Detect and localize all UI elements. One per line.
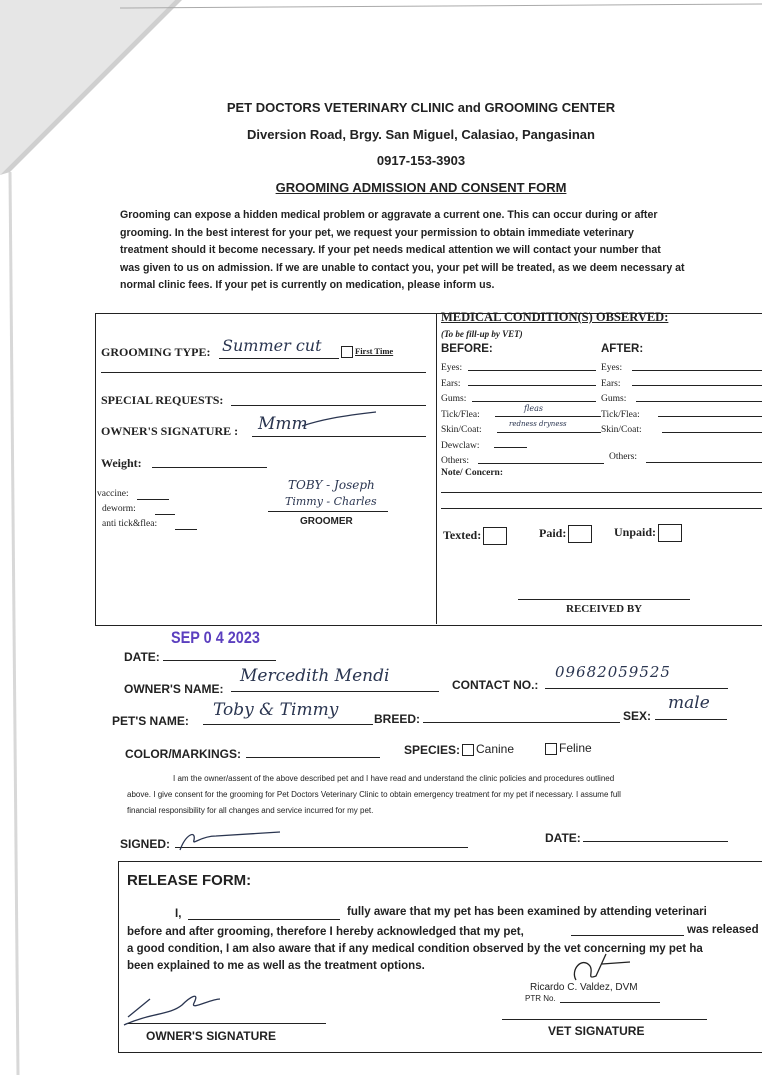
vet-name: Ricardo C. Valdez, DVM [530, 982, 638, 993]
owner-signature-line [252, 436, 426, 437]
first-time-box[interactable] [341, 346, 353, 358]
before-dewclaw-line [494, 447, 527, 448]
before-gums-line [472, 401, 596, 402]
consent-date-line [583, 841, 728, 842]
before-label: BEFORE: [441, 343, 493, 355]
after-rows [601, 361, 642, 439]
intro-line: Grooming can expose a hidden medical problem or aggravate a current one. This can occur during or after [120, 209, 658, 221]
feline-label: Feline [559, 741, 592, 755]
medical-title: MEDICAL CONDITION(S) OBSERVED: [441, 310, 669, 324]
after-row-gums: Gums: [601, 394, 627, 404]
owner-name-value[interactable]: Mercedith Mendi [240, 666, 390, 686]
after-row-ears: Ears: [601, 378, 621, 389]
release-line4: been explained to me as well as the treatment options. [127, 960, 425, 972]
release-name-line [188, 919, 340, 920]
special-requests-line [231, 405, 426, 406]
note-line-1 [441, 492, 762, 493]
intro-line: grooming. In the best interest for your pet, we request your permission to obtain immediate veterinary [120, 226, 634, 239]
deworm-label: deworm: [102, 504, 136, 514]
unpaid-checkbox[interactable] [658, 524, 682, 542]
after-others-line [646, 462, 762, 463]
before-row-eyes: Eyes: [441, 363, 463, 373]
groomer-name-1: TOBY - Joseph [288, 478, 375, 492]
owner-signature-label: OWNER'S SIGNATURE : [101, 424, 239, 438]
texted-label: Texted: [443, 527, 482, 542]
breed-label: BREED: [374, 712, 421, 726]
signed-label: SIGNED: [120, 837, 171, 851]
after-skin-line [662, 432, 762, 433]
grooming-type-line [219, 358, 339, 359]
release-line1-a: I, [175, 908, 182, 920]
owner-name-line [231, 691, 439, 692]
grooming-type-line2 [101, 372, 426, 373]
sex-line [655, 719, 727, 720]
medical-subtitle: (To be fill-up by VET) [441, 329, 523, 339]
pet-name-value[interactable]: Toby & Timmy [213, 700, 339, 720]
vaccine-line [137, 499, 169, 500]
after-row-tick: Tick/Flea: [601, 409, 640, 420]
intro-line: treatment should it become necessary. If your pet needs medical attention we will contact your number that [120, 244, 661, 256]
groomer-label: GROOMER [300, 516, 353, 527]
after-gums-line [636, 401, 762, 402]
grooming-type-label: GROOMING TYPE: [101, 345, 211, 359]
ptr-line [560, 1002, 660, 1003]
consent-line: above. I give consent for the grooming for Pet Doctors Veterinary Clinic to obtain emergency treatment for my pet if necessary. I assume full [127, 790, 621, 799]
species-feline-option[interactable] [545, 741, 592, 755]
special-requests-label: SPECIAL REQUESTS: [101, 393, 224, 407]
sex-label: SEX: [623, 709, 652, 723]
contact-label: CONTACT NO.: [452, 678, 539, 692]
after-ears-line [632, 385, 762, 386]
date-line [163, 660, 276, 661]
owner-release-label: OWNER'S SIGNATURE [146, 1029, 276, 1043]
clinic-phone: 0917-153-3903 [376, 153, 466, 168]
release-pet-line [571, 935, 684, 936]
color-label: COLOR/MARKINGS: [125, 747, 241, 761]
vaccine-label: vaccine: [97, 489, 129, 499]
anti-tick-label: anti tick&flea: [102, 519, 158, 529]
grooming-type-value[interactable]: Summer cut [222, 336, 322, 355]
before-row-others: Others: [441, 456, 469, 466]
before-row-ears: Ears: [441, 378, 461, 389]
after-row-others: Others: [609, 452, 637, 462]
before-row-tick: Tick/Flea: [441, 409, 480, 420]
vet-signature-line [502, 1019, 707, 1020]
before-rows [441, 361, 482, 470]
form-title: GROOMING ADMISSION AND CONSENT FORM [275, 180, 567, 195]
unpaid-label: Unpaid: [614, 524, 657, 539]
before-others-line [478, 463, 604, 464]
before-eyes-line [468, 370, 596, 371]
signed-signature [176, 826, 286, 854]
before-row-gums: Gums: [441, 394, 467, 404]
received-by-label: RECEIVED BY [566, 603, 643, 615]
weight-line [152, 467, 267, 468]
release-line2-a: before and after grooming, therefore I hereby acknowledged that my pet, [127, 926, 524, 938]
panel-divider [436, 313, 437, 624]
release-line3: a good condition, I am also aware that if any medical condition observed by the vet concerning my pet ha [127, 943, 703, 955]
color-line [246, 757, 380, 758]
texted-checkbox[interactable] [483, 527, 507, 545]
breed-line [423, 722, 620, 723]
pet-name-line [203, 724, 373, 725]
feline-checkbox[interactable] [545, 743, 557, 755]
species-label: SPECIES: [404, 743, 461, 757]
note-line-2 [441, 508, 762, 509]
canine-checkbox[interactable] [462, 744, 474, 756]
consent-text [127, 771, 747, 819]
weight-label: Weight: [101, 456, 142, 470]
owner-name-label: OWNER'S NAME: [124, 682, 224, 696]
vet-signature-mark [566, 950, 636, 986]
intro-line: normal clinic fees. If your pet is currently on medication, please inform us. [120, 279, 495, 291]
before-row-dewclaw: Dewclaw: [441, 440, 480, 451]
species-canine-option[interactable] [462, 742, 514, 756]
skin-coat-value: redness dryness [509, 420, 567, 428]
before-skin-line [497, 432, 601, 433]
owner-signature-value[interactable]: Mmm [258, 414, 308, 434]
sex-value[interactable]: male [668, 693, 710, 713]
before-row-skin: Skin/Coat: [441, 425, 482, 435]
first-time-checkbox[interactable] [341, 346, 393, 358]
consent-line: financial responsibility for all changes and service incurred for my pet. [127, 806, 374, 815]
after-eyes-line [632, 370, 762, 371]
groomer-name-2: Timmy - Charles [285, 495, 377, 508]
received-by-line [518, 599, 690, 600]
unpaid-field[interactable] [614, 524, 682, 542]
texted-field[interactable] [443, 527, 507, 545]
first-time-label: First Time [355, 346, 394, 356]
contact-value[interactable]: 09682059525 [555, 663, 671, 681]
canine-label: Canine [476, 742, 515, 756]
clinic-name: PET DOCTORS VETERINARY CLINIC and GROOMING CENTER [226, 100, 616, 115]
release-line2-b: was released [687, 924, 759, 936]
release-title: RELEASE FORM: [127, 872, 252, 889]
date-stamp: SEP 0 4 2023 [171, 628, 260, 647]
owner-release-line [128, 1023, 326, 1024]
before-ears-line [468, 385, 596, 386]
paid-checkbox[interactable] [568, 525, 592, 543]
clinic-address: Diversion Road, Brgy. San Miguel, Calasiao, Pangasinan [247, 127, 595, 142]
note-label: Note/ Concern: [441, 468, 503, 478]
intro-line: was given to us on admission. If we are unable to contact you, your pet will be treated, as we deem necessary at [120, 261, 685, 274]
after-row-skin: Skin/Coat: [601, 425, 642, 435]
contact-line [545, 688, 728, 689]
after-row-eyes: Eyes: [601, 363, 623, 373]
consent-date-label: DATE: [545, 831, 581, 845]
groomer-line [268, 511, 388, 512]
after-tick-line [658, 416, 762, 417]
consent-line: I am the owner/assent of the above described pet and I have read and understand the clinic policies and procedures outlined [173, 774, 615, 783]
tick-flea-value: fleas [524, 404, 543, 413]
ptr-label: PTR No. [525, 994, 556, 1003]
anti-tick-line [175, 529, 197, 530]
before-tick-line [495, 416, 601, 417]
date-label: DATE: [124, 650, 160, 664]
release-line1-b: fully aware that my pet has been examined by attending veterinari [347, 906, 707, 918]
paid-label: Paid: [539, 525, 567, 540]
paid-field[interactable] [539, 525, 592, 543]
pet-name-label: PET'S NAME: [112, 714, 189, 728]
deworm-line [155, 514, 175, 515]
after-label: AFTER: [601, 343, 644, 355]
intro-paragraph [120, 207, 725, 295]
signature-flourish [300, 408, 380, 430]
vet-signature-label: VET SIGNATURE [548, 1024, 645, 1038]
